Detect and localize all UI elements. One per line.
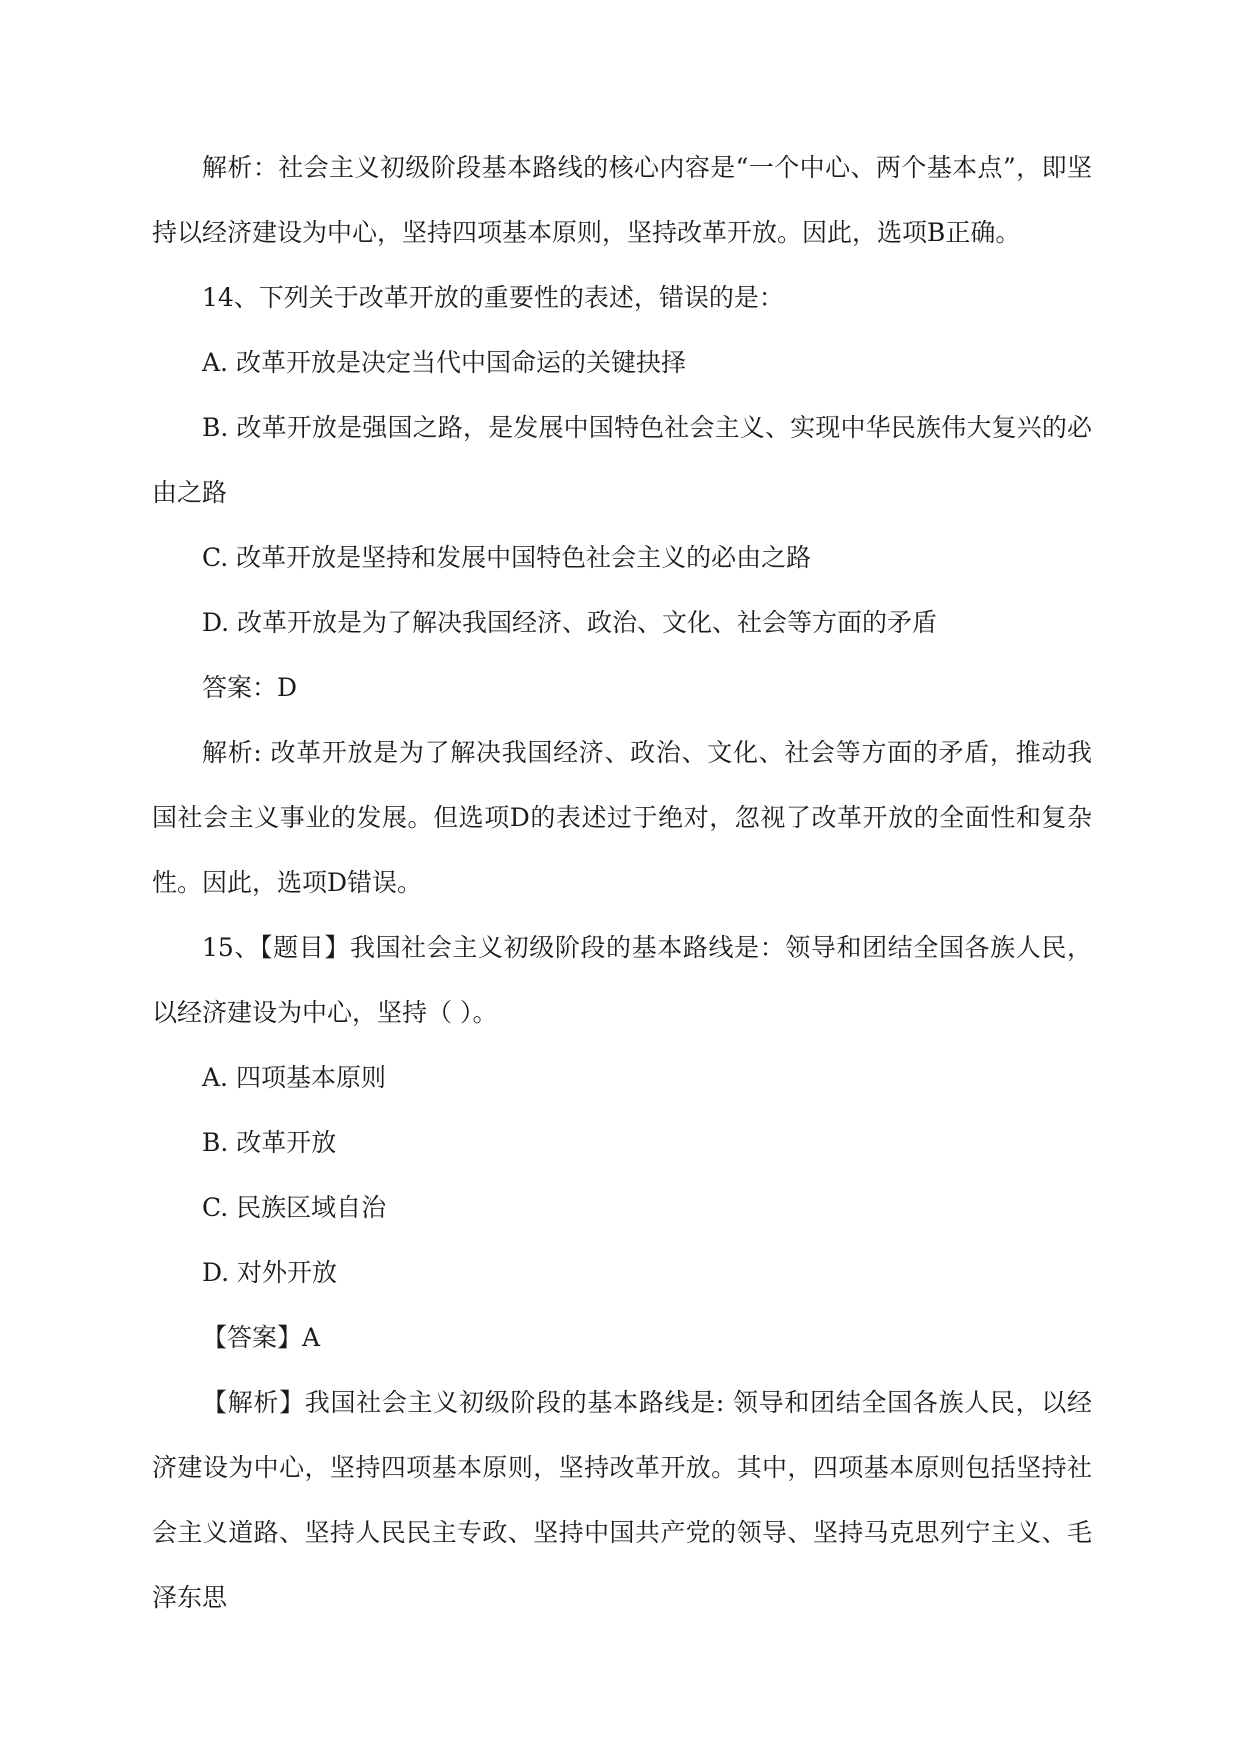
option-a-q15: A. 四项基本原则	[202, 1063, 386, 1092]
question-14: 14、下列关于改革开放的重要性的表述，错误的是：	[202, 283, 784, 312]
option-b-q15: B. 改革开放	[202, 1128, 337, 1157]
option-c-q14: C. 改革开放是坚持和发展中国特色社会主义的必由之路	[202, 543, 812, 572]
option-d-q15: D. 对外开放	[202, 1258, 338, 1287]
option-d-q14: D. 改革开放是为了解决我国经济、政治、文化、社会等方面的矛盾	[202, 608, 938, 637]
analysis-q15: 【解析】我国社会主义初级阶段的基本路线是: 领导和团结全国各族人民，以经济建设为中心，坚持四项基本原则，坚持改革开放。其中，四项基本原则包括坚持社会主义道路、坚持人民民主专政、坚持中国共产党的领导、坚持马克思列宁主义、毛泽东思	[152, 1388, 1092, 1612]
option-b-q14: B. 改革开放是强国之路，是发展中国特色社会主义、实现中华民族伟大复兴的必由之路	[152, 413, 1092, 507]
answer-q15: 【答案】A	[202, 1323, 321, 1352]
analysis-q14: 解析: 改革开放是为了解决我国经济、政治、文化、社会等方面的矛盾，推动我国社会主义事业的发展。但选项D的表述过于绝对，忽视了改革开放的全面性和复杂性。因此，选项D错误。	[152, 738, 1092, 897]
option-c-q15: C. 民族区域自治	[202, 1193, 387, 1222]
document-page	[152, 135, 1092, 1630]
question-15: 15、【题目】我国社会主义初级阶段的基本路线是：领导和团结全国各族人民，以经济建设为中心，坚持（ ）。	[152, 933, 1092, 1027]
option-a-q14: A. 改革开放是决定当代中国命运的关键抉择	[202, 348, 686, 377]
answer-q14: 答案：D	[202, 673, 298, 702]
analysis-q13: 解析：社会主义初级阶段基本路线的核心内容是“一个中心、两个基本点”，即坚持以经济建设为中心，坚持四项基本原则，坚持改革开放。因此，选项B正确。	[152, 153, 1092, 247]
